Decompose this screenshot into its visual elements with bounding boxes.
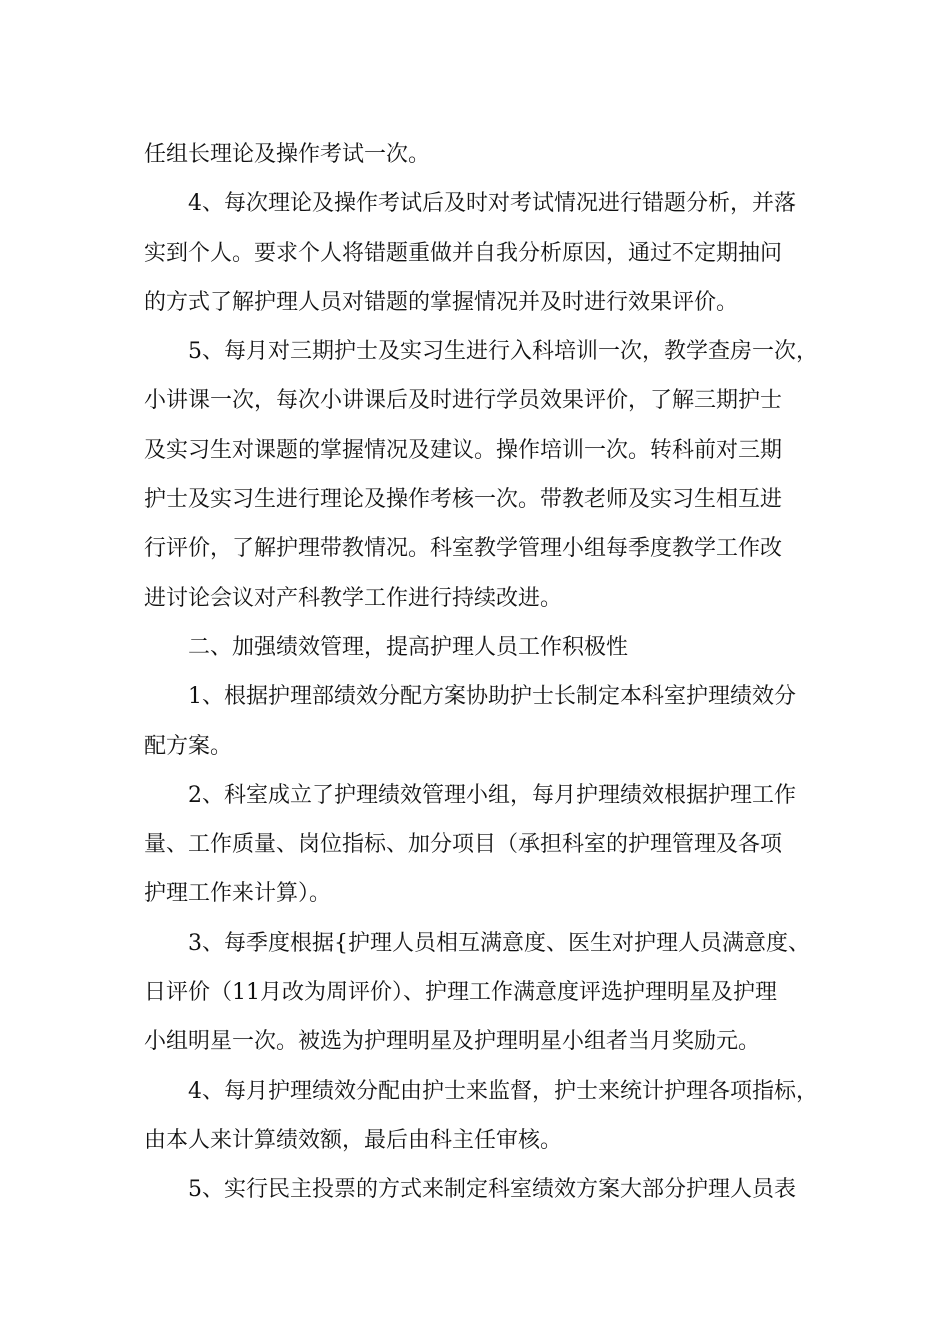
paragraph-9: [144, 1165, 814, 1214]
text-line: 4、每次理论及操作考试后及时对考试情况进行错题分析，并落: [188, 191, 796, 217]
text-line: 2、科室成立了护理绩效管理小组，每月护理绩效根据护理工作: [188, 782, 796, 808]
text-line: 5、实行民主投票的方式来制定科室绩效方案大部分护理人员表: [188, 1177, 796, 1203]
paragraph-7: [144, 919, 814, 1067]
text-line: 1、根据护理部绩效分配方案协助护士长制定本科室护理绩效分: [188, 684, 796, 710]
text-line: 量、工作质量、岗位指标、加分项目（承担科室的护理管理及各项: [144, 832, 783, 858]
text-line: 进讨论会议对产科教学工作进行持续改进。: [144, 585, 563, 611]
heading-text: 二、加强绩效管理，提高护理人员工作积极性: [188, 634, 629, 660]
paragraph-1: [144, 130, 814, 179]
text-line: 任组长理论及操作考试一次。: [144, 142, 431, 167]
paragraph-5: [144, 672, 814, 771]
paragraph-3: [144, 327, 818, 623]
text-line: 护士及实习生进行理论及操作考核一次。带教老师及实习生相互进: [144, 487, 783, 513]
text-line: 小讲课一次，每次小讲课后及时进行学员效果评价，了解三期护士: [144, 388, 783, 414]
document-body: [144, 130, 818, 1215]
text-line: 5、每月对三期护士及实习生进行入科培训一次，教学查房一次，: [188, 339, 818, 365]
text-line: 配方案。: [144, 733, 233, 759]
section-heading: [144, 623, 814, 672]
text-line: 及实习生对课题的掌握情况及建议。操作培训一次。转科前对三期: [144, 437, 783, 463]
text-line: 的方式了解护理人员对错题的掌握情况并及时进行效果评价。: [144, 289, 739, 315]
text-line: 行评价，了解护理带教情况。科室教学管理小组每季度教学工作改: [144, 536, 783, 562]
text-line: 日评价（11月改为周评价）、护理工作满意度评选护理明星及护理: [144, 980, 777, 1006]
paragraph-8: [144, 1067, 818, 1166]
text-line: 小组明星一次。被选为护理明星及护理明星小组者当月奖励元。: [144, 1029, 761, 1055]
text-line: 4、每月护理绩效分配由护士来监督，护士来统计护理各项指标，: [188, 1078, 818, 1104]
paragraph-6: [144, 771, 814, 919]
paragraph-2: [144, 179, 814, 327]
text-line: 由本人来计算绩效额，最后由科主任审核。: [144, 1127, 563, 1153]
text-line: 护理工作来计算）。: [144, 881, 332, 907]
text-line: 3、每季度根据{护理人员相互满意度、医生对护理人员满意度、: [188, 930, 810, 956]
text-line: 实到个人。要求个人将错题重做并自我分析原因，通过不定期抽问: [144, 240, 783, 266]
